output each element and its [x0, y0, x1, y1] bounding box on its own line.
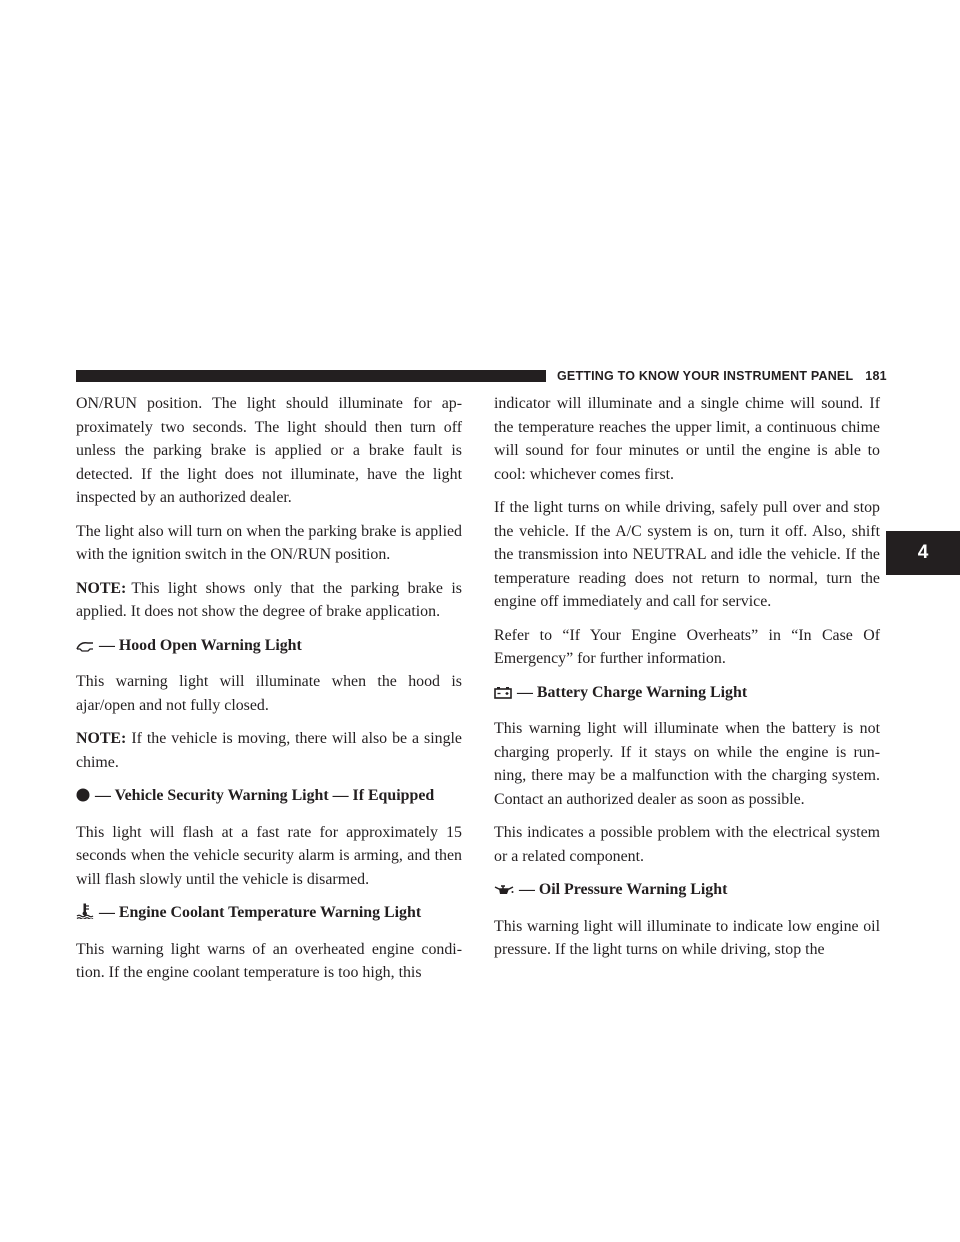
header-rule — [76, 370, 546, 382]
paragraph: ON/RUN position. The light should illuminate for ap- proximately two seconds. The light should then turn off unless the parking brake is applied or a brake fault is detected. If the light does not illuminate, have the light inspected by an authorized dealer. — [76, 395, 462, 506]
coolant-temp-title: — Engine Coolant Temperature Warning Light — [99, 904, 422, 921]
running-header — [557, 367, 887, 385]
hood-open-title: — Hood Open Warning Light — [99, 636, 302, 654]
header-title: GETTING TO KNOW YOUR INSTRUMENT PANEL — [557, 369, 854, 383]
page-number: 181 — [865, 369, 887, 383]
vehicle-security-icon — [76, 786, 90, 810]
battery-charge-title: — Battery Charge Warning Light — [517, 683, 748, 701]
chapter-tab: 4 — [886, 531, 960, 575]
left-column — [76, 392, 462, 995]
oil-pressure-title: — Oil Pressure Warning Light — [519, 881, 728, 898]
note-label: NOTE: — [76, 730, 127, 747]
note-text: This light shows only that the parking brake is applied. It does not show the degree of brake application. — [76, 579, 462, 620]
paragraph: This warning light will illuminate when the hood is ajar/open and not fully closed. — [76, 673, 462, 714]
right-column — [494, 392, 880, 972]
paragraph: Refer to “If Your Engine Overheats” in “In Case Of Emergency” for further information. — [494, 626, 880, 667]
paragraph: The light also will turn on when the parking brake is applied with the ignition switch in the ON/RUN position. — [76, 522, 462, 563]
battery-icon — [494, 683, 512, 707]
oil-can-icon — [494, 880, 514, 904]
note — [76, 727, 462, 774]
paragraph: If the light turns on while driving, safely pull over and stop the vehicle. If the A/C system is on, turn it off. Also, shift the transmission into NEUTRAL and idle the vehicle. If the temperature reading does not return to normal, turn the engine off immediately and call for service. — [494, 499, 880, 610]
coolant-temperature-icon — [76, 903, 94, 927]
hood-open-heading — [76, 634, 462, 660]
paragraph: This warning light warns of an overheated engine condi- tion. If the engine coolant temperature is too high, this — [76, 940, 462, 981]
note — [76, 577, 462, 624]
note-text: If the vehicle is moving, there will also be a single chime. — [76, 730, 462, 771]
coolant-temp-heading — [76, 901, 462, 927]
hood-open-icon — [76, 636, 94, 660]
paragraph: indicator will illuminate and a single chime will sound. If the temperature reaches the upper limit, a continuous chime will sound for four minutes or until the engine is able to cool: whichever comes first. — [494, 395, 880, 483]
paragraph: This warning light will illuminate to indicate low engine oil pressure. If the light turns on while driving, stop the — [494, 917, 880, 958]
oil-pressure-heading — [494, 878, 880, 904]
note-label: NOTE: — [76, 579, 127, 597]
vehicle-security-title: — Vehicle Security Warning Light — If Equipped — [95, 787, 435, 804]
paragraph: This light will flash at a fast rate for approximately 15 seconds when the vehicle security alarm is arming, and then will flash slowly until the vehicle is disarmed. — [76, 823, 462, 888]
battery-charge-heading — [494, 681, 880, 707]
vehicle-security-heading — [76, 784, 462, 810]
paragraph: This warning light will illuminate when the battery is not charging properly. If it stays on while the engine is run- ning, there may be a malfunction with the charging system. Contact an authorized dealer as soon as possible. — [494, 720, 880, 808]
paragraph: This indicates a possible problem with the electrical system or a related component. — [494, 824, 880, 865]
